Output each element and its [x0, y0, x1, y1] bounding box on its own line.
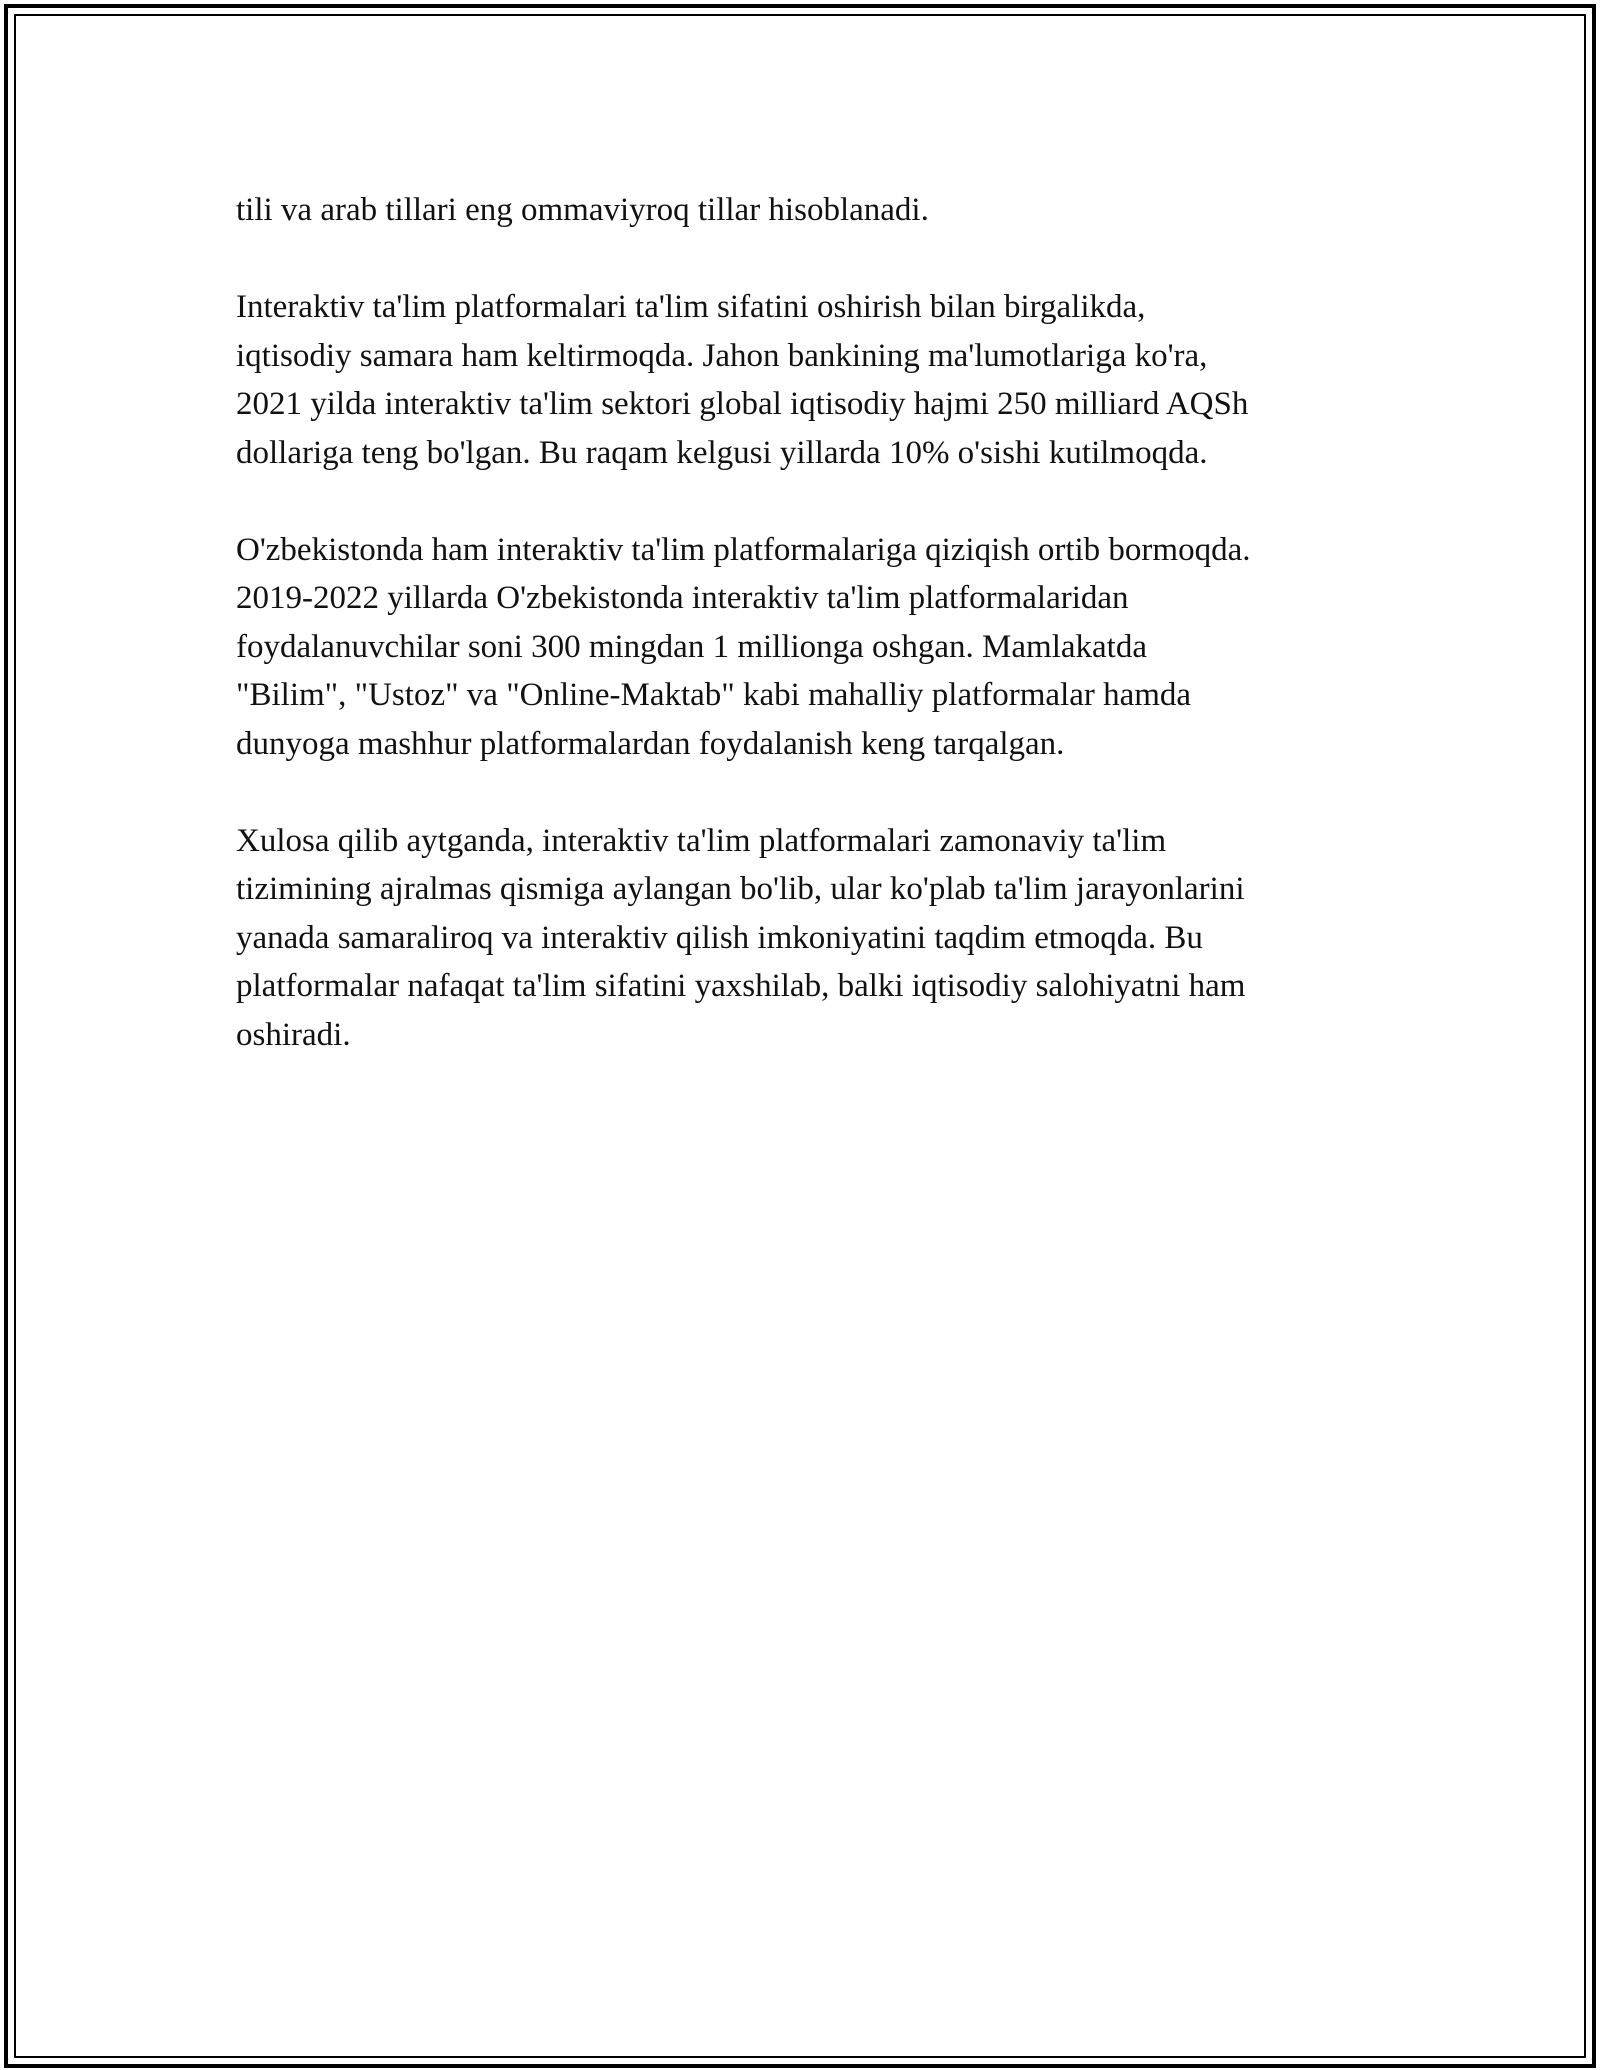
paragraph-economic-impact: Interaktiv ta'lim platformalari ta'lim sifatini oshirish bilan birgalikda, iqtisodiy samara ham keltirmoqda. Jahon bankining ma'lumotlariga ko'ra, 2021 yilda interaktiv ta'lim sektori global iqtisodiy hajmi 250 milliard AQSh dollariga teng bo'lgan. Bu raqam kelgusi yillarda 10% o'sishi kutilmoqda. — [236, 289, 1249, 471]
paragraph-continuation: tili va arab tillari eng ommaviyroq tillar hisoblanadi. — [236, 192, 929, 228]
document-body — [236, 186, 1386, 1108]
paragraph-uzbekistan: O'zbekistonda ham interaktiv ta'lim platformalariga qiziqish ortib bormoqda. 2019-2022 yillarda O'zbekistonda interaktiv ta'lim platformalaridan foydalanuvchilar soni 300 mingdan 1 millionga oshgan. Mamlakatda "Bilim", "Ustoz" va "Online-Maktab" kabi mahalliy platformalar hamda dunyoga mashhur platformalardan foydalanish keng tarqalgan. — [236, 531, 1251, 762]
paragraph-conclusion: Xulosa qilib aytganda, interaktiv ta'lim platformalari zamonaviy ta'lim tizimining ajralmas qismiga aylangan bo'lib, ular ko'plab ta'lim jarayonlarini yanada samaraliroq va interaktiv qilish imkoniyatini taqdim etmoqda. Bu platformalar nafaqat ta'lim sifatini yaxshilab, balki iqtisodiy salohiyatni ham oshiradi. — [236, 822, 1246, 1053]
